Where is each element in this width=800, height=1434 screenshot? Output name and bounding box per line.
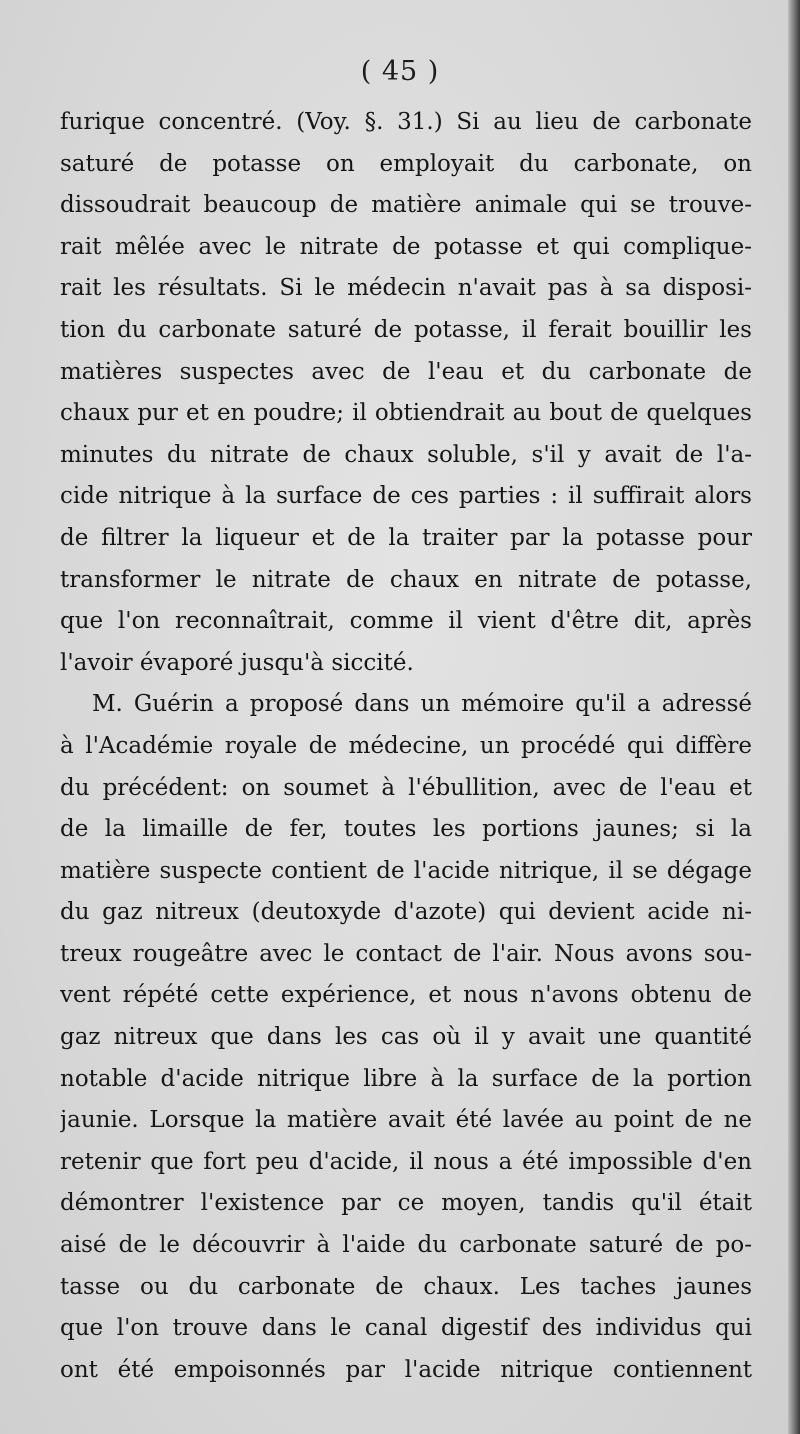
text-line: treux rougeâtre avec le contact de l'air. Nous avons sou- [60, 940, 752, 967]
text-line: matières suspectes avec de l'eau et du carbonate de [60, 358, 752, 385]
text-line: chaux pur et en poudre; il obtiendrait au bout de quelques [60, 400, 752, 427]
text-line: dissoudrait beaucoup de matière animale qui se trouve- [60, 192, 752, 219]
text-line: ont été empoisonnés par l'acide nitrique contiennent [60, 1356, 752, 1383]
text-line: tion du carbonate saturé de potasse, il ferait bouillir les [60, 316, 752, 343]
text-line: aisé de le découvrir à l'aide du carbonate saturé de po- [60, 1232, 752, 1259]
text-line: de la limaille de fer, toutes les portions jaunes; si la [60, 816, 752, 843]
text-line: à l'Académie royale de médecine, un procédé qui diffère [60, 732, 752, 759]
text-line: jaunie. Lorsque la matière avait été lavée au point de ne [60, 1107, 752, 1134]
text-line: démontrer l'existence par ce moyen, tandis qu'il était [60, 1190, 752, 1217]
text-line: rait mêlée avec le nitrate de potasse et qui complique- [60, 233, 752, 260]
text-line: minutes du nitrate de chaux soluble, s'il y avait de l'a- [60, 441, 752, 468]
text-line: de filtrer la liqueur et de la traiter par la potasse pour [60, 524, 752, 551]
text-line: rait les résultats. Si le médecin n'avait pas à sa disposi- [60, 275, 752, 302]
text-line: du précédent: on soumet à l'ébullition, avec de l'eau et [60, 774, 752, 801]
text-line: vent répété cette expérience, et nous n'avons obtenu de [60, 982, 752, 1009]
text-line: l'avoir évaporé jusqu'à siccité. [60, 649, 414, 676]
page-number: ( 45 ) [360, 56, 440, 87]
text-line: tasse ou du carbonate de chaux. Les taches jaunes [60, 1273, 752, 1300]
text-line: transformer le nitrate de chaux en nitrate de potasse, [60, 566, 752, 593]
text-line: furique concentré. (Voy. §. 31.) Si au lieu de carbonate [60, 109, 752, 135]
text-line: matière suspecte contient de l'acide nitrique, il se dégage [60, 857, 752, 884]
text-line: retenir que fort peu d'acide, il nous a été impossible d'en [60, 1148, 752, 1175]
text-line: du gaz nitreux (deutoxyde d'azote) qui devient acide ni- [60, 899, 752, 926]
text-line: notable d'acide nitrique libre à la surface de la portion [60, 1065, 752, 1092]
page-edge-shadow [788, 0, 800, 1434]
text-line: saturé de potasse on employait du carbonate, on [60, 150, 752, 177]
body-text [60, 102, 752, 1391]
text-line: cide nitrique à la surface de ces parties : il suffirait alors [60, 483, 752, 510]
text-line: M. Guérin a proposé dans un mémoire qu'il a adressé [92, 691, 752, 718]
text-line: que l'on trouve dans le canal digestif des individus qui [60, 1315, 752, 1342]
text-line: gaz nitreux que dans les cas où il y avait une quantité [60, 1024, 752, 1051]
text-line: que l'on reconnaîtrait, comme il vient d'être dit, après [60, 608, 752, 635]
